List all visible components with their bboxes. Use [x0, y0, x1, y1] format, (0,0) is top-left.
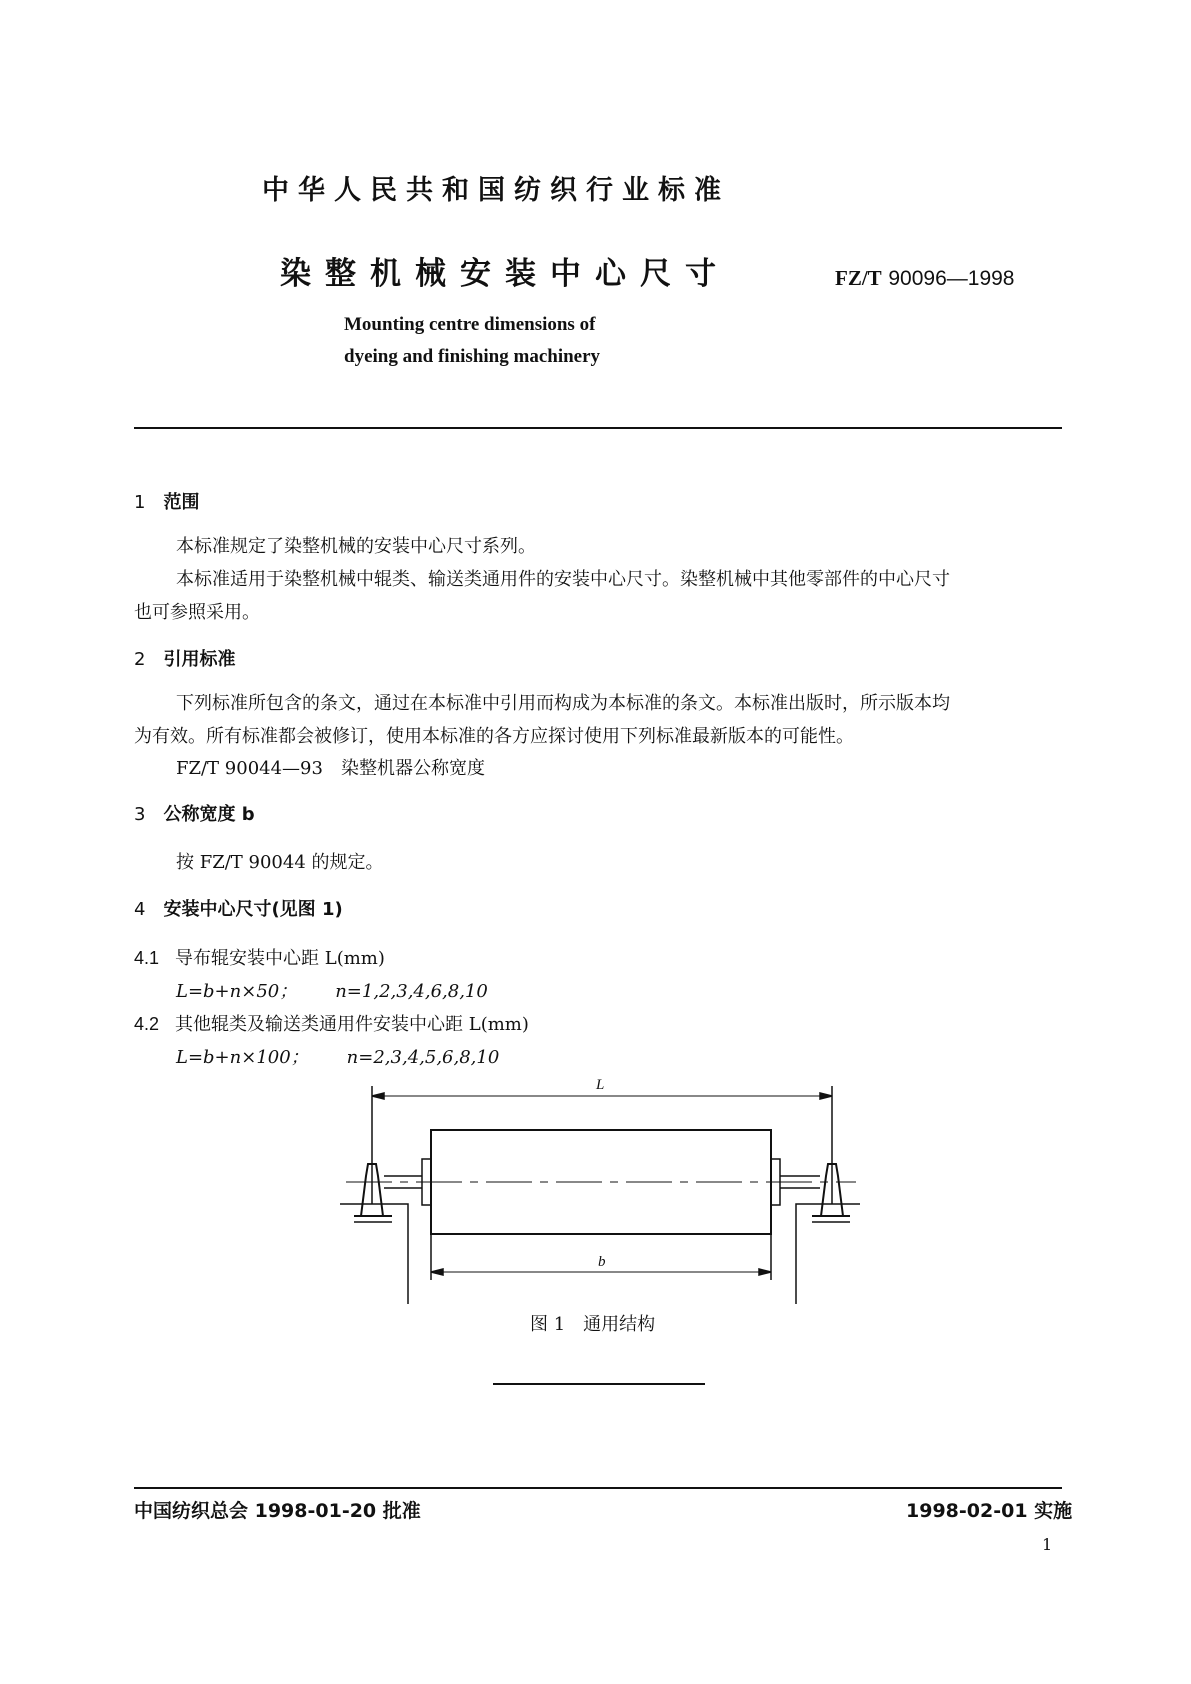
- english-title-line2: dyeing and finishing machinery: [344, 346, 601, 367]
- formula-4-1-n-values: n=1,2,3,4,6,8,10: [335, 981, 488, 1002]
- formula-4-1: [176, 977, 488, 1003]
- subsection-4-1-title: 导布辊安装中心距 L(mm): [175, 948, 385, 969]
- figure-1-roller-diagram: [340, 1068, 860, 1308]
- section-1-para2-line2: 也可参照采用。: [134, 602, 260, 623]
- section-2-number: 2: [134, 649, 146, 670]
- english-title-line1: Mounting centre dimensions of: [344, 314, 596, 335]
- section-3-title: 公称宽度 b: [163, 804, 255, 825]
- dimension-L-label: L: [596, 1077, 605, 1093]
- dimension-L-arrow-right: [820, 1093, 832, 1099]
- subsection-4-2-title: 其他辊类及输送类通用件安装中心距 L(mm): [175, 1014, 529, 1035]
- figure-1-caption: 图 1 通用结构: [530, 1314, 656, 1335]
- dimension-b-label: b: [598, 1254, 606, 1270]
- standard-category: 中华人民共和国纺织行业标准: [262, 175, 730, 206]
- footer-divider: [134, 1487, 1062, 1489]
- section-1-para1: 本标准规定了染整机械的安装中心尺寸系列。: [176, 536, 536, 557]
- section-3-heading: [134, 800, 255, 826]
- section-2-para1-line1: 下列标准所包含的条文，通过在本标准中引用而构成为本标准的条文。本标准出版时，所示版本均: [176, 693, 950, 714]
- normative-reference: FZ/T 90044—93 染整机器公称宽度: [176, 758, 485, 779]
- section-4-heading: [134, 895, 343, 921]
- dimension-L-arrow-left: [372, 1093, 384, 1099]
- standard-number: [835, 266, 1015, 291]
- dimension-b-arrow-right: [759, 1269, 771, 1275]
- section-4-number: 4: [134, 899, 146, 920]
- page-number: 1: [1042, 1535, 1053, 1554]
- effective-date: 1998-02-01 实施: [906, 1500, 1073, 1522]
- document-title: 染整机械安装中心尺寸: [280, 256, 730, 292]
- formula-4-2: [176, 1043, 499, 1069]
- subsection-4-1-heading: [134, 944, 385, 970]
- header-divider: [134, 427, 1062, 429]
- section-2-para1-line2: 为有效。所有标准都会被修订，使用本标准的各方应探讨使用下列标准最新版本的可能性。: [134, 726, 854, 747]
- section-1-number: 1: [134, 492, 146, 513]
- section-1-title: 范围: [163, 492, 200, 513]
- dimension-b-arrow-left: [431, 1269, 443, 1275]
- standard-code-prefix: FZ/T: [835, 266, 882, 290]
- subsection-4-2-number: 4.2: [134, 1014, 160, 1034]
- standard-code-number: 90096—1998: [888, 267, 1015, 290]
- formula-4-2-n-values: n=2,3,4,5,6,8,10: [346, 1047, 500, 1068]
- section-2-title: 引用标准: [163, 649, 236, 670]
- section-3-number: 3: [134, 804, 146, 825]
- formula-4-1-expression: L=b+n×50；: [176, 981, 298, 1002]
- approval-date: 中国纺织总会 1998-01-20 批准: [134, 1500, 421, 1522]
- section-2-heading: [134, 645, 235, 671]
- frame-wall-right: [796, 1204, 860, 1304]
- section-3-para1: 按 FZ/T 90044 的规定。: [176, 852, 384, 873]
- end-of-text-rule: [493, 1383, 705, 1385]
- subsection-4-2-heading: [134, 1010, 529, 1036]
- subsection-4-1-number: 4.1: [134, 948, 160, 968]
- section-1-para2-line1: 本标准适用于染整机械中辊类、输送类通用件的安装中心尺寸。染整机械中其他零部件的中心尺寸: [176, 569, 950, 590]
- section-4-title: 安装中心尺寸(见图 1): [163, 899, 343, 920]
- section-1-heading: [134, 488, 199, 514]
- frame-wall-left: [340, 1204, 408, 1304]
- formula-4-2-expression: L=b+n×100；: [176, 1047, 309, 1068]
